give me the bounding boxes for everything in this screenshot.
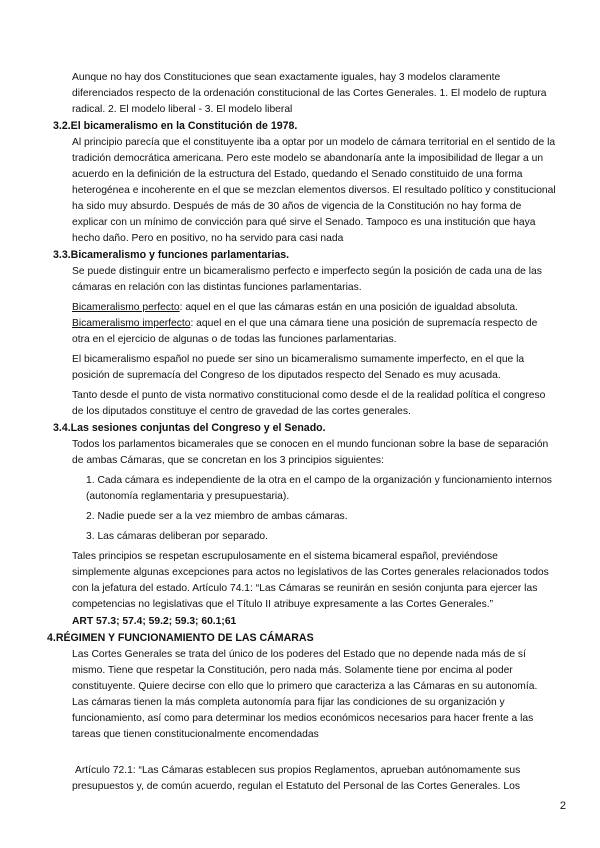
section-3-3-paragraph: El bicameralismo español no puede ser sino un bicameralismo sumamente imperfecto, en el que la posición de supremacía del Congreso de los diputados respecto del Senado es muy acusada. [72, 354, 525, 381]
section-3-3-title: 3.3.Bicameralismo y funciones parlamentarias. [53, 249, 290, 261]
section-3-4-paragraph: Todos los parlamentos bicamerales que se conocen en el mundo funcionan sobre la base de separación de ambas Cámaras, que se concretan en los 3 principios siguientes: [72, 439, 549, 466]
section-3-3-paragraph: Tanto desde el punto de vista normativo constitucional como desde el de la realidad política el congreso de los diputados constituye el centro de gravedad de las cortes generales. [72, 390, 546, 417]
section-3-4-paragraph: Tales principios se respetan escrupulosamente en el sistema bicameral español, previéndose simplemente algunas excepciones para actos no legislativos de las Cortes generales relacionados todos con la jefatura del estado. Artículo 74.1: “Las Cámaras se reunirán en sesión conjunta para ejercer las competencias no legislativas que el Título II atribuye expresamente a las Cortes Generales.” [72, 551, 549, 610]
page-content [0, 70, 600, 795]
term-perfecto: Bicameralismo perfecto [72, 302, 180, 313]
principle-item: 1. Cada cámara es independiente de la otra en el campo de la organización y funcionamiento internos (autonomía reglamentaria y presupuestaria). [86, 475, 552, 502]
article-72-quote: Artículo 72.1: “Las Cámaras establecen sus propios Reglamentos, aprueban autónomamente sus presupuestos y, de común acuerdo, regulan el Estatuto del Personal de las Cortes Generales. Los [72, 765, 521, 792]
def-perfecto: : aquel en el que las cámaras están en una posición de igualdad absoluta. [179, 302, 518, 313]
section-3-2-body: Al principio parecía que el constituyente iba a optar por un modelo de cámara territorial en el sentido de la tradición democrática americana. Pero este modelo se abandonaría ante la imposibilidad de llegar a un acuerdo en la definición de la estructura del Estado, quedando el Senado constituido de una forma heterogénea e incoherente en el que se mezclan elementos diversos. El resultado político y constitucional ha sido muy absurdo. Después de más de 30 años de vigencia de la Constitución no hay forma de explicar con un mínimo de convicción para qué sirve el Senado. Tampoco es una institución que haya hecho daño. Pero en positivo, no ha servido para casi nada [72, 137, 556, 244]
definition-perfecto [0, 300, 600, 316]
section-3-3-paragraph: Se puede distinguir entre un bicameralismo perfecto e imperfecto según la posición de cada una de las cámaras en relación con las distintas funciones parlamentarias. [72, 266, 542, 293]
def-imperfecto: : aquel en el que una cámara tiene una posición de supremacía respecto de otra en el ejercicio de algunas o de todas las funciones parlamentarias. [72, 318, 538, 345]
term-imperfecto: Bicameralismo imperfecto [72, 318, 191, 329]
section-3-2-title: 3.2.El bicameralismo en la Constitución de 1978. [53, 120, 298, 132]
section-4-paragraph: Las Cortes Generales se trata del único de los poderes del Estado que no depende nada más de sí mismo. Tiene que respetar la Constitución, pero nada más. Solamente tiene por encima al poder constituyente. Quiere decirse con ello que lo primero que caracteriza a las Cámaras en su autonomía. Las cámaras tienen la más completa autonomía para fijar las condiciones de su organización y funcionamiento, así como para determinar los medios económicos necesarios para hacer frente a las tareas que tienen constitucionalmente encomendadas [72, 649, 538, 740]
definition-imperfecto [0, 316, 600, 348]
principle-item: 3. Las cámaras deliberan por separado. [86, 531, 269, 542]
intro-paragraph: Aunque no hay dos Constituciones que sean exactamente iguales, hay 3 modelos claramente diferenciados respecto de la ordenación constitucional de las Cortes Generales. 1. El modelo de ruptura radical. 2. El modelo liberal - 3. El modelo liberal [72, 72, 547, 115]
section-3-4-title: 3.4.Las sesiones conjuntas del Congreso y el Senado. [53, 422, 326, 434]
page-number: 2 [559, 800, 566, 812]
section-4-title: 4.RÉGIMEN Y FUNCIONAMIENTO DE LAS CÁMARAS [47, 632, 314, 644]
principle-item: 2. Nadie puede ser a la vez miembro de ambas cámaras. [86, 511, 348, 522]
article-references: ART 57.3; 57.4; 59.2; 59.3; 60.1;61 [72, 616, 237, 627]
